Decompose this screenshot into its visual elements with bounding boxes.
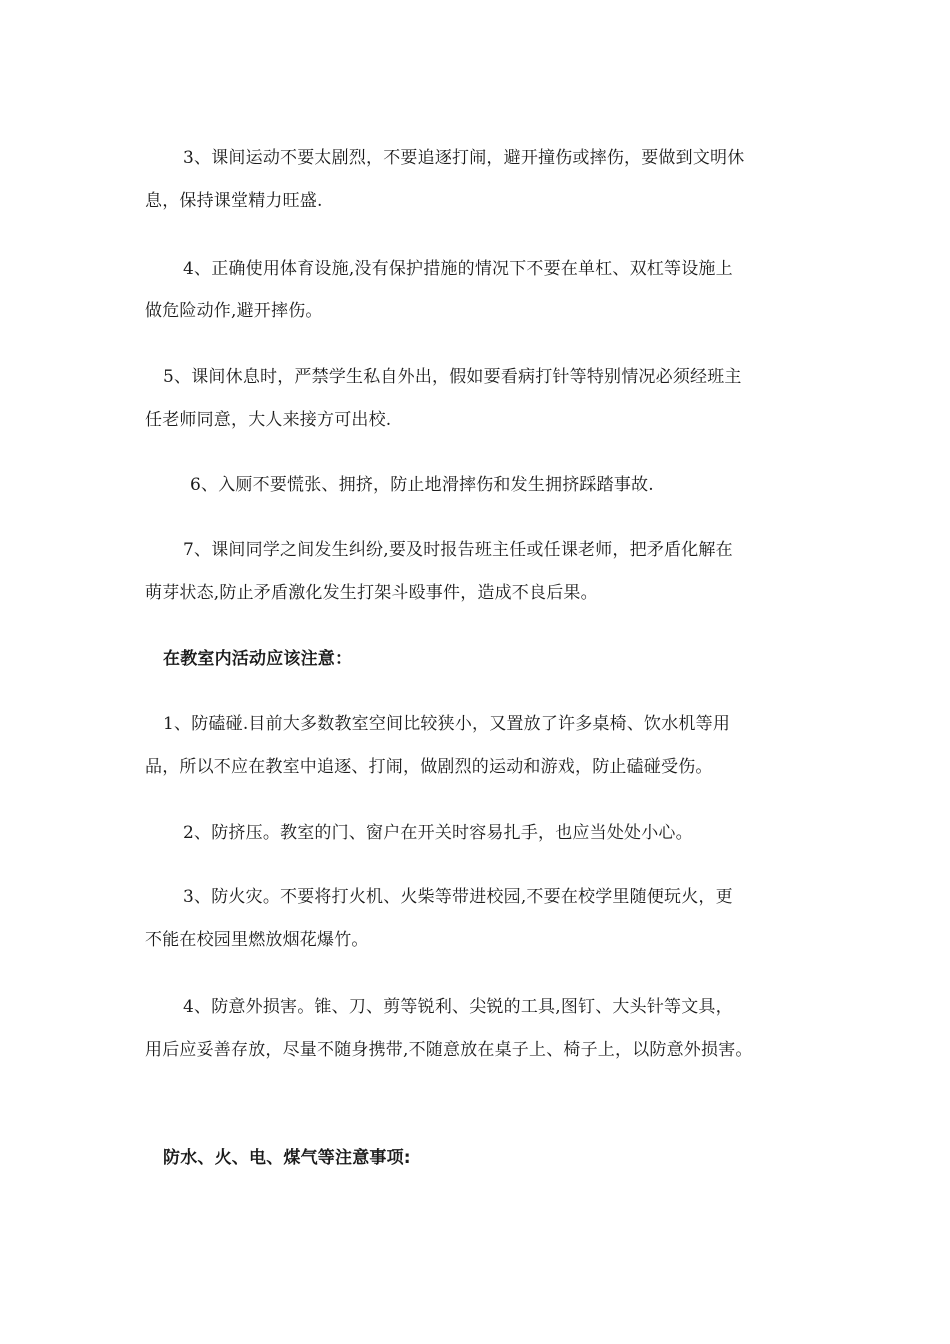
paragraph-3-line-1: 3、课间运动不要太剧烈，不要追逐打闹，避开撞伤或摔伤，要做到文明休 (183, 148, 745, 168)
classroom-item-2-line-1: 2、防挤压。教室的门、窗户在开关时容易扎手，也应当处处小心。 (183, 823, 693, 843)
classroom-item-3-line-2: 不能在校园里燃放烟花爆竹。 (145, 930, 369, 950)
paragraph-5-line-1: 5、课间休息时，严禁学生私自外出，假如要看病打针等特别情况必须经班主 (163, 367, 742, 387)
classroom-item-1-line-2: 品，所以不应在教室中追逐、打闹，做剧烈的运动和游戏，防止磕碰受伤。 (145, 757, 713, 777)
classroom-item-4-line-1: 4、防意外损害。锥、刀、剪等锐利、尖锐的工具,图钉、大头针等文具， (183, 997, 733, 1017)
paragraph-5-line-2: 任老师同意，大人来接方可出校. (145, 410, 392, 430)
paragraph-3-line-2: 息，保持课堂精力旺盛. (145, 191, 323, 211)
section-heading-classroom: 在教室内活动应该注意： (163, 649, 353, 669)
paragraph-7-line-1: 7、课间同学之间发生纠纷,要及时报告班主任或任课老师，把矛盾化解在 (183, 540, 733, 560)
classroom-item-3-line-1: 3、防火灾。不要将打火机、火柴等带进校园,不要在校学里随便玩火，更 (183, 887, 733, 907)
classroom-item-1-line-1: 1、防磕碰.目前大多数教室空间比较狭小，又置放了许多桌椅、饮水机等用 (163, 714, 731, 734)
paragraph-6-line-1: 6、入厕不要慌张、拥挤，防止地滑摔伤和发生拥挤踩踏事故. (190, 475, 654, 495)
section-heading-safety: 防水、火、电、煤气等注意事项: (163, 1148, 411, 1168)
classroom-item-4-line-2: 用后应妥善存放，尽量不随身携带,不随意放在桌子上、椅子上，以防意外损害。 (145, 1040, 753, 1060)
paragraph-4-line-1: 4、正确使用体育设施,没有保护措施的情况下不要在单杠、双杠等设施上 (183, 259, 733, 279)
paragraph-7-line-2: 萌芽状态,防止矛盾激化发生打架斗殴事件，造成不良后果。 (145, 583, 598, 603)
paragraph-4-line-2: 做危险动作,避开摔伤。 (145, 301, 323, 321)
